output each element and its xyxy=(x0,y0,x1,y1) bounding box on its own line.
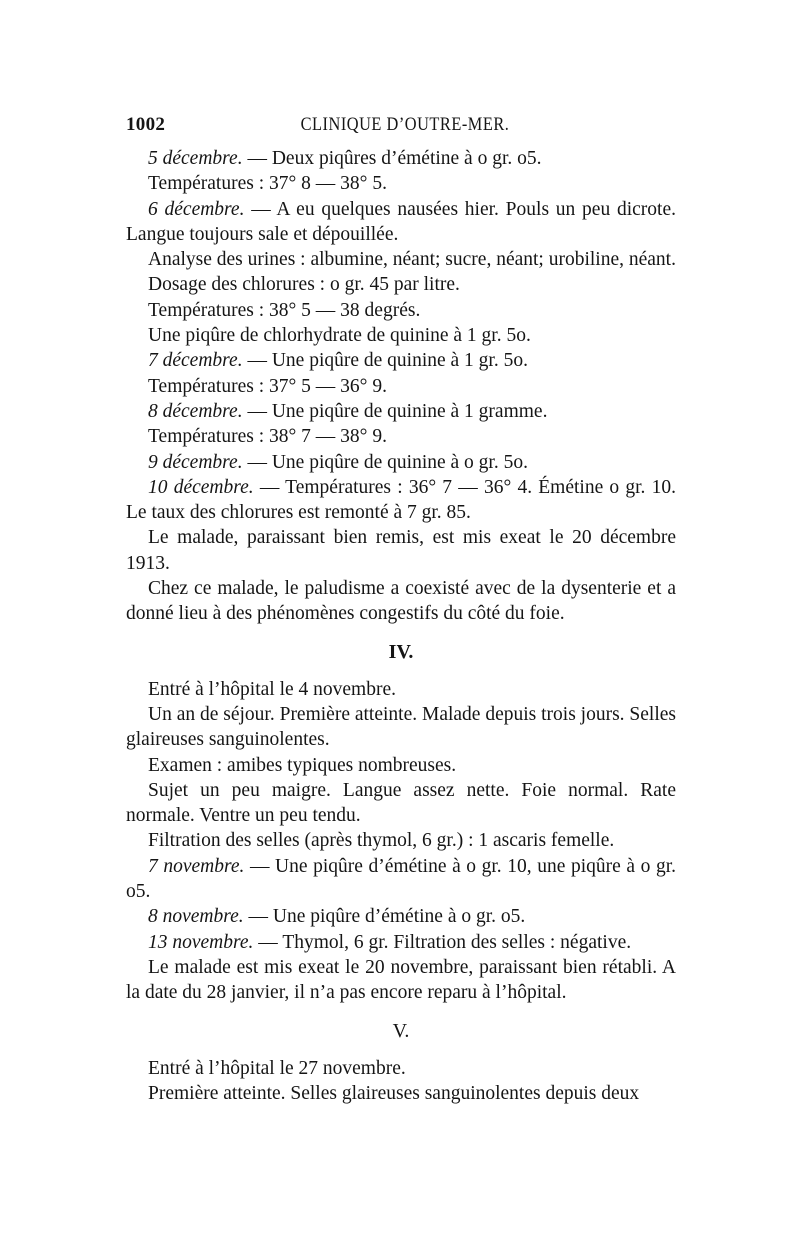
paragraph: Analyse des urines : albumine, néant; sucre, néant; urobiline, néant. xyxy=(148,249,676,271)
paragraph xyxy=(126,399,676,424)
paragraph: Dosage des chlorures : o gr. 45 par litre. xyxy=(148,274,460,296)
body-text xyxy=(126,146,676,1106)
entry-date: 8 décembre. xyxy=(148,400,243,422)
entry-date: 7 décembre. xyxy=(148,350,243,372)
paragraph: Températures : 38° 7 — 38° 9. xyxy=(148,426,387,448)
entry-date: 13 novembre. xyxy=(148,931,254,953)
entry-text: — Une piqûre de quinine à o gr. 5o. xyxy=(242,451,528,473)
paragraph: Températures : 38° 5 — 38 degrés. xyxy=(148,299,421,321)
entry-text: — Deux piqûres d’émétine à o gr. o5. xyxy=(242,148,542,169)
entry-text: — Thymol, 6 gr. Filtration des selles : négative. xyxy=(253,931,632,953)
entry-date: 8 novembre. xyxy=(148,906,244,928)
paragraph: Le malade, paraissant bien remis, est mis exeat le 20 décembre 1913. xyxy=(126,527,676,574)
entry-date: 7 novembre. xyxy=(148,855,245,877)
paragraph: Première atteinte. Selles glaireuses sanguinolentes depuis deux xyxy=(148,1082,640,1104)
entry-date: 10 décembre. xyxy=(148,476,254,498)
paragraph: Le malade est mis exeat le 20 novembre, paraissant bien rétabli. A la date du 28 janvier, il n’a pas encore reparu à l’hôpital. xyxy=(126,956,676,1004)
paragraph xyxy=(126,450,676,475)
page-header xyxy=(126,114,684,144)
paragraph: Examen : amibes typiques nombreuses. xyxy=(148,754,457,776)
entry-date: 9 décembre. xyxy=(148,451,243,473)
paragraph: Une piqûre de chlorhydrate de quinine à 1 gr. 5o. xyxy=(148,325,531,347)
entry-text: — Une piqûre d’émétine à o gr. o5. xyxy=(243,906,526,928)
paragraph xyxy=(126,930,676,955)
page-number: 1002 xyxy=(126,114,166,135)
paragraph xyxy=(126,904,676,929)
section-heading: V. xyxy=(392,1019,410,1042)
entry-date: 5 décembre. xyxy=(148,148,243,169)
paragraph: Entré à l’hôpital le 27 novembre. xyxy=(148,1057,406,1079)
entry-text: — Une piqûre de quinine à 1 gr. 5o. xyxy=(242,350,528,372)
paragraph: Un an de séjour. Première atteinte. Malade depuis trois jours. Selles glaireuses sanguinolentes. xyxy=(126,703,676,751)
section-heading: IV. xyxy=(388,640,414,663)
paragraph xyxy=(126,146,676,171)
entry-date: 6 décembre. xyxy=(148,198,245,220)
paragraph xyxy=(126,854,676,905)
paragraph: Températures : 37° 5 — 36° 9. xyxy=(148,375,387,397)
entry-text: — Une piqûre de quinine à 1 gramme. xyxy=(242,400,548,422)
entry-text: — Une piqûre d’émétine à o gr. 10, une piqûre à o gr. o5. xyxy=(126,855,676,903)
paragraph: Sujet un peu maigre. Langue assez nette. Foie normal. Rate normale. Ventre un peu tendu. xyxy=(126,779,676,827)
paragraph xyxy=(126,348,676,373)
paragraph: Entré à l’hôpital le 4 novembre. xyxy=(148,678,396,700)
entry-text: — A eu quelques nausées hier. Pouls un peu dicrote. Langue toujours sale et dépouillée. xyxy=(126,198,676,245)
running-title: CLINIQUE D’OUTRE-MER. xyxy=(300,114,510,135)
paragraph: Filtration des selles (après thymol, 6 gr.) : 1 ascaris femelle. xyxy=(148,830,615,852)
paragraph xyxy=(126,197,676,248)
paragraph: Températures : 37° 8 — 38° 5. xyxy=(148,173,387,195)
paragraph: Chez ce malade, le paludisme a coexisté avec de la dysenterie et a donné lieu à des phénomènes congestifs du côté du foie. xyxy=(126,578,676,625)
paragraph xyxy=(126,475,676,526)
entry-text: — Températures : 36° 7 — 36° 4. Émétine o gr. 10. Le taux des chlorures est remonté à 7 gr. 85. xyxy=(126,476,676,524)
